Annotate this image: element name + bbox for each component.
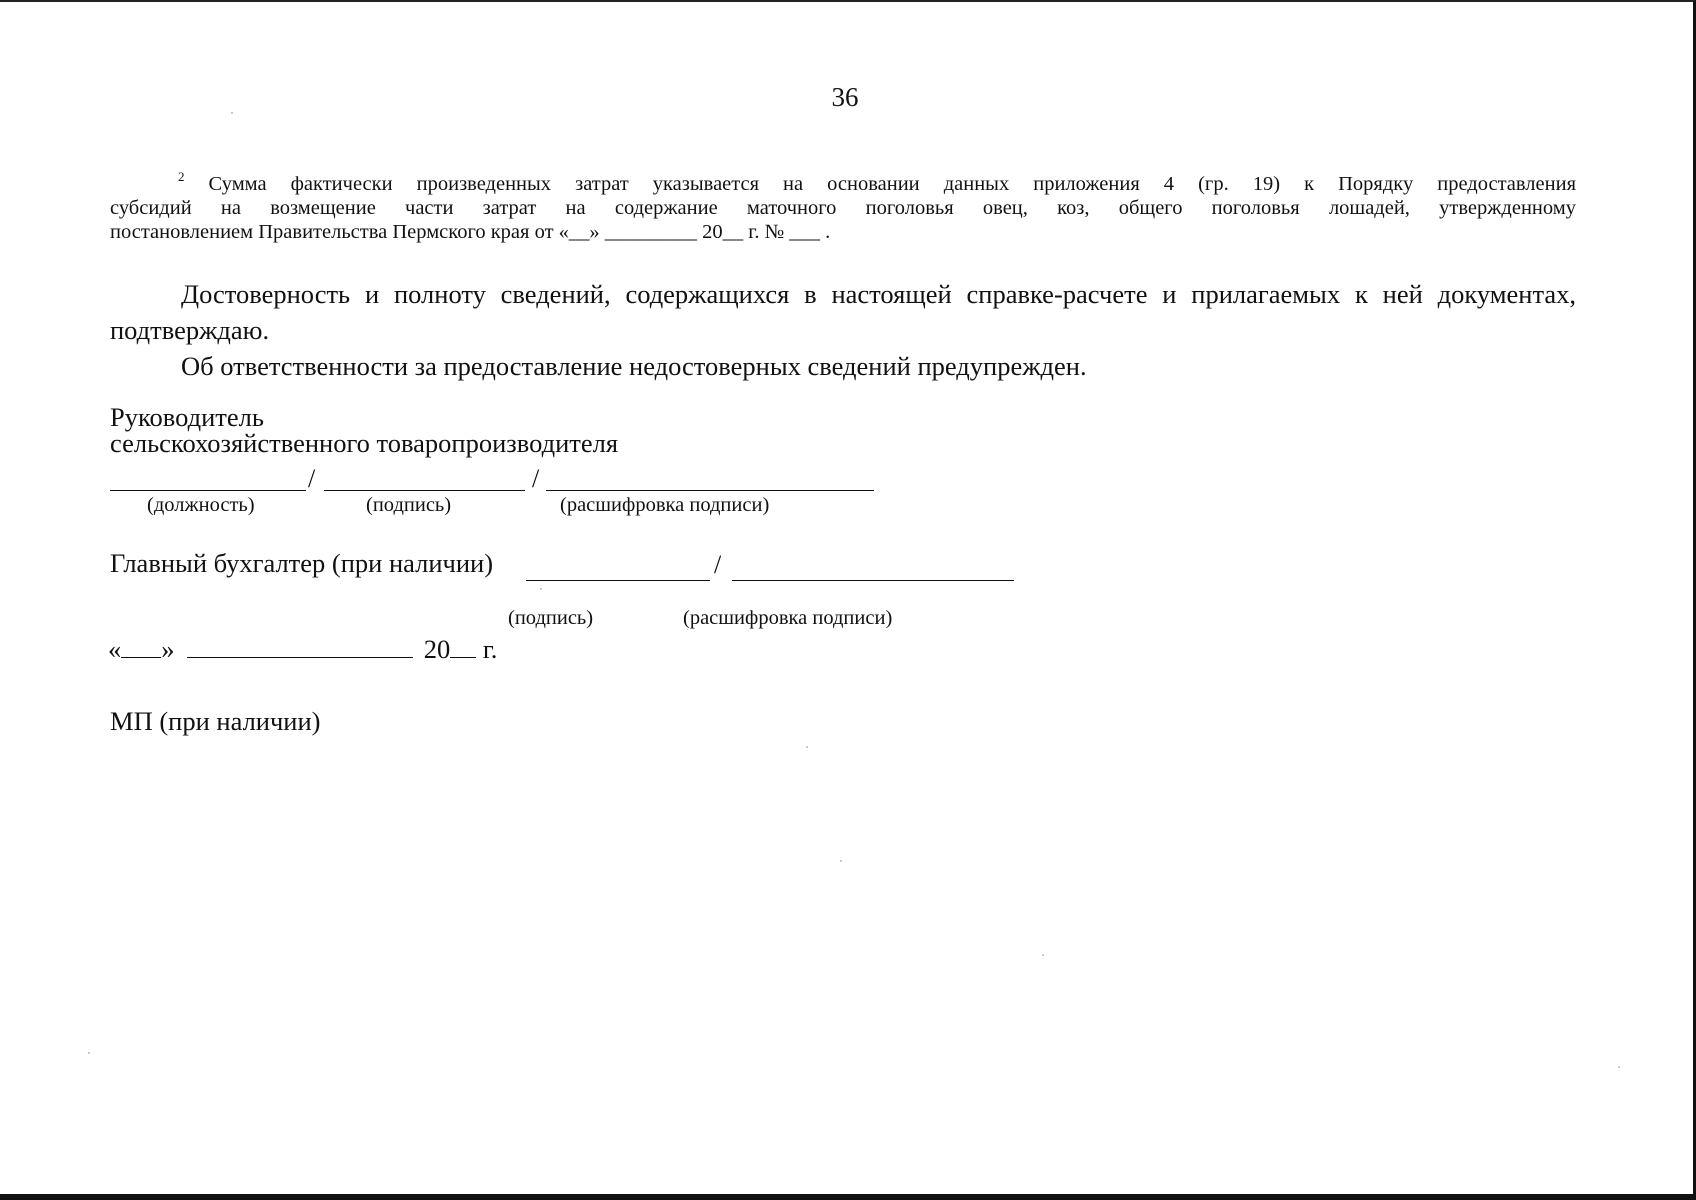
caption-head-signature: (подпись): [366, 494, 452, 516]
scan-speck: [840, 860, 842, 862]
accountant-label: Главный бухгалтер (при наличии): [110, 548, 494, 578]
head-title: [110, 404, 618, 456]
scan-speck: [806, 746, 808, 748]
position-field[interactable]: [110, 490, 306, 491]
warning-text: Об ответственности за предоставление недостоверных сведений предупрежден.: [181, 351, 1087, 381]
footnote-marker: 2: [178, 169, 185, 184]
caption-accountant-decoding: (расшифровка подписи): [683, 607, 893, 629]
stamp-label: МП (при наличии): [110, 706, 321, 736]
warning-paragraph: [110, 348, 1576, 384]
confirmation-line-1: Достоверность и полноту сведений, содержащихся в настоящей справке-расчете и прилагаемых к ней документах,: [181, 279, 1576, 309]
scan-speck: [88, 1052, 90, 1054]
year-suffix: г.: [482, 634, 498, 664]
accountant-decoding-field[interactable]: [732, 580, 1014, 581]
scan-speck: [231, 112, 233, 114]
scan-speck: [1618, 1066, 1620, 1068]
footnote-line-2: субсидий на возмещение части затрат на содержание маточного поголовья овец, коз, общего поголовья лошадей, утвержденному: [110, 197, 1576, 219]
date-close-quote: »: [161, 634, 175, 664]
head-decoding-field[interactable]: [546, 490, 874, 491]
year-field[interactable]: [450, 637, 476, 658]
date-open-quote: «: [108, 634, 122, 664]
accountant-slash: /: [714, 550, 722, 579]
head-title-line-1: Руководитель: [110, 402, 264, 432]
footnote: [110, 169, 1577, 244]
head-slash-1: /: [308, 464, 316, 493]
confirmation-line-2: подтверждаю.: [110, 315, 270, 345]
footnote-line-3: постановлением Правительства Пермского края от «__» _________ 20__ г. № ___ .: [110, 221, 831, 243]
caption-accountant-signature: (подпись): [508, 607, 594, 629]
day-field[interactable]: [121, 637, 161, 658]
caption-position: (должность): [147, 494, 255, 516]
confirmation-paragraph: [110, 276, 1576, 348]
head-signature-field[interactable]: [324, 490, 525, 491]
scan-speck: [1042, 954, 1044, 956]
footnote-line-1: Сумма фактически произведенных затрат указывается на основании данных приложения 4 (гр. 19) к Порядку предоставления: [208, 173, 1577, 195]
year-prefix: 20: [423, 634, 451, 664]
caption-head-decoding: (расшифровка подписи): [560, 494, 770, 516]
month-field[interactable]: [187, 637, 413, 658]
date-line: [108, 634, 497, 665]
scan-speck: [540, 588, 542, 590]
accountant-signature-field[interactable]: [526, 580, 710, 581]
head-slash-2: /: [532, 464, 540, 493]
page-number: 36: [831, 82, 859, 112]
head-title-line-2: сельскохозяйственного товаропроизводителя: [110, 428, 619, 458]
